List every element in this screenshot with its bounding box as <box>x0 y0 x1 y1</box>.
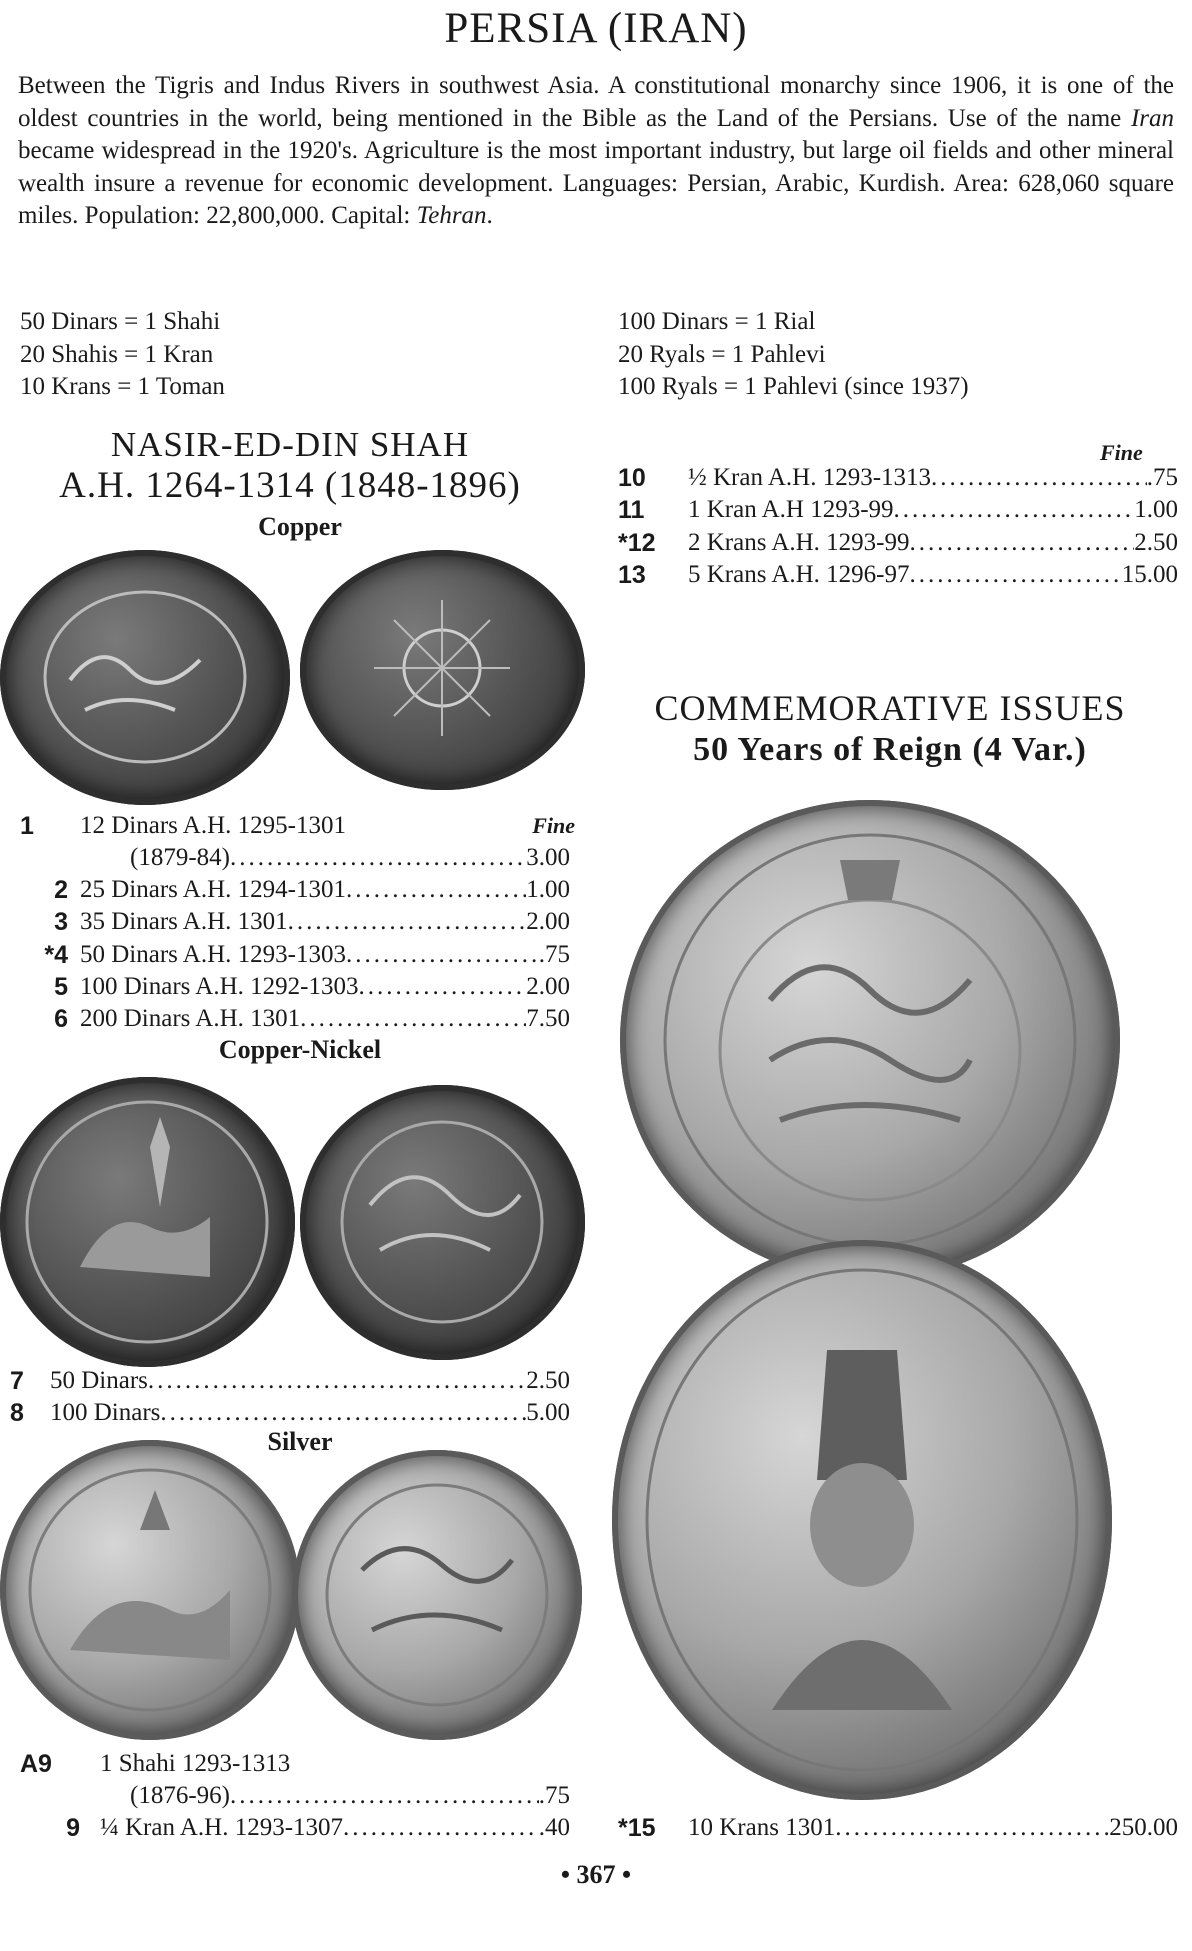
coin-price: 2.00 <box>526 972 570 1000</box>
catalog-number: 11 <box>618 496 645 525</box>
catalog-number: 2 <box>54 876 68 904</box>
coin-description: 5 Krans A.H. 1296-97 <box>688 560 910 588</box>
unit-line: 100 Dinars = 1 Rial <box>618 308 816 335</box>
list-item <box>10 971 570 1003</box>
coin-dates: (1876-96) <box>130 1782 230 1809</box>
commemorative-subtitle: 50 Years of Reign (4 Var.) <box>693 731 1087 768</box>
list-item <box>618 527 1178 559</box>
coin-price: .40 <box>538 1814 570 1841</box>
list-item <box>10 1397 570 1429</box>
coin-price: 3.00 <box>526 844 570 871</box>
catalog-number: 6 <box>54 1005 68 1034</box>
coin-description: 1 Shahi 1293-1313 <box>100 1750 291 1777</box>
coin-description: 100 Dinars <box>50 1399 161 1427</box>
nickel-coin-reverse-image <box>300 1085 585 1360</box>
coin-price: 2.00 <box>526 908 570 936</box>
coin-description: 2 Krans A.H. 1293-99 <box>688 528 910 556</box>
list-item <box>10 906 570 938</box>
fine-label: Fine <box>532 813 575 838</box>
coin-price: .75 <box>538 1782 570 1809</box>
list-item <box>10 1365 570 1397</box>
coin-price: 2.50 <box>526 1367 570 1394</box>
coin-description: 1 Kran A.H 1293-99 <box>688 496 894 524</box>
list-item <box>10 939 570 971</box>
units-left <box>20 306 225 404</box>
catalog-number: 10 <box>618 464 646 492</box>
list-item <box>10 1003 570 1035</box>
catalog-number: 3 <box>54 908 68 937</box>
coin-description: ½ Kran A.H. 1293-1313 <box>688 464 932 491</box>
page-number: • 367 • <box>560 1860 632 1889</box>
metal-copper: Copper <box>258 512 342 541</box>
list-item <box>10 874 570 906</box>
coin-description: 50 Dinars A.H. 1293-1303 <box>80 940 346 968</box>
list-item <box>618 1812 1178 1844</box>
list-item <box>20 1748 575 1780</box>
coin-price: 15.00 <box>1121 560 1178 588</box>
coin-description: 200 Dinars A.H. 1301 <box>80 1005 301 1033</box>
coin-price: 2.50 <box>1134 528 1178 556</box>
unit-line: 10 Krans = 1 Toman <box>20 373 225 400</box>
intro-text-3: . <box>486 202 493 229</box>
catalog-number: 5 <box>54 972 68 1001</box>
coin-price: 1.00 <box>1134 496 1178 524</box>
list-item <box>130 1780 570 1812</box>
unit-line: 100 Ryals = 1 Pahlevi (since 1937) <box>618 373 969 400</box>
coin-price: .75 <box>1146 464 1178 491</box>
nickel-coin-obverse-image <box>0 1077 295 1367</box>
list-item <box>618 462 1178 494</box>
catalog-number: *4 <box>44 940 68 969</box>
coin-description: 25 Dinars A.H. 1294-1301 <box>80 876 346 903</box>
coin-dates: (1879-84) <box>130 844 230 871</box>
coin-description: 12 Dinars A.H. 1295-1301 <box>80 812 346 839</box>
coin-price: 250.00 <box>1109 1814 1178 1841</box>
intro-text-2: became widespread in the 1920's. Agriculture is the most important industry, but large oil fields and other mineral wealth insure a revenue for economic development. Languages: Persian, Arabic, Kurdish. Area: 628,060 square miles. Population: 22,800,000. Capital: <box>18 137 1174 229</box>
coin-price: 5.00 <box>526 1399 570 1427</box>
commemorative-coin-obverse-image <box>620 800 1120 1280</box>
page-title: PERSIA (IRAN) <box>444 5 748 52</box>
catalog-number: 8 <box>10 1399 24 1428</box>
list-item <box>20 810 575 842</box>
list-item <box>20 1812 570 1844</box>
coin-price: 1.00 <box>526 876 570 903</box>
intro-capital: Tehran <box>416 202 487 229</box>
coin-price: .75 <box>538 940 570 968</box>
list-item <box>130 842 570 874</box>
intro-paragraph <box>18 70 1174 233</box>
catalog-number: 1 <box>20 812 34 840</box>
catalog-number: 9 <box>66 1814 80 1842</box>
catalog-number: *15 <box>618 1814 656 1842</box>
intro-text-1: Between the Tigris and Indus Rivers in southwest Asia. A constitutional monarchy since 1906, it is one of the oldest countries in the world, being mentioned in the Bible as the Land of the Persians. Use of the name <box>18 72 1174 132</box>
unit-line: 20 Ryals = 1 Pahlevi <box>618 340 826 368</box>
commemorative-coin-reverse-image <box>612 1240 1112 1800</box>
units-right <box>618 306 969 404</box>
unit-line: 50 Dinars = 1 Shahi <box>20 308 221 335</box>
coin-description: 50 Dinars <box>50 1367 148 1394</box>
metal-copper-nickel: Copper-Nickel <box>218 1035 382 1064</box>
intro-iran: Iran <box>1130 104 1174 132</box>
coin-description: 10 Krans 1301 <box>688 1814 836 1841</box>
list-item <box>618 494 1178 526</box>
ruler-dates: A.H. 1264-1314 (1848-1896) <box>59 465 521 506</box>
coin-description: 100 Dinars A.H. 1292-1303 <box>80 972 359 1000</box>
coin-description: 35 Dinars A.H. 1301 <box>80 908 288 936</box>
copper-coin-reverse-image <box>300 550 585 790</box>
catalog-number: *12 <box>618 528 656 557</box>
copper-coin-obverse-image <box>0 550 290 805</box>
fine-label: Fine <box>1100 440 1143 465</box>
silver-coin-reverse-image <box>292 1450 582 1740</box>
catalog-number: 13 <box>618 560 646 589</box>
commemorative-title: COMMEMORATIVE ISSUES <box>654 688 1126 728</box>
coin-price: 7.50 <box>526 1005 570 1033</box>
catalog-number: A9 <box>20 1750 52 1778</box>
unit-line: 20 Shahis = 1 Kran <box>20 340 214 368</box>
metal-silver: Silver <box>267 1427 333 1456</box>
list-item <box>618 559 1178 591</box>
ruler-name: NASIR-ED-DIN SHAH <box>110 425 470 464</box>
catalog-number: 7 <box>10 1367 24 1395</box>
coin-description: ¼ Kran A.H. 1293-1307 <box>100 1814 344 1841</box>
silver-coin-obverse-image <box>0 1440 300 1740</box>
